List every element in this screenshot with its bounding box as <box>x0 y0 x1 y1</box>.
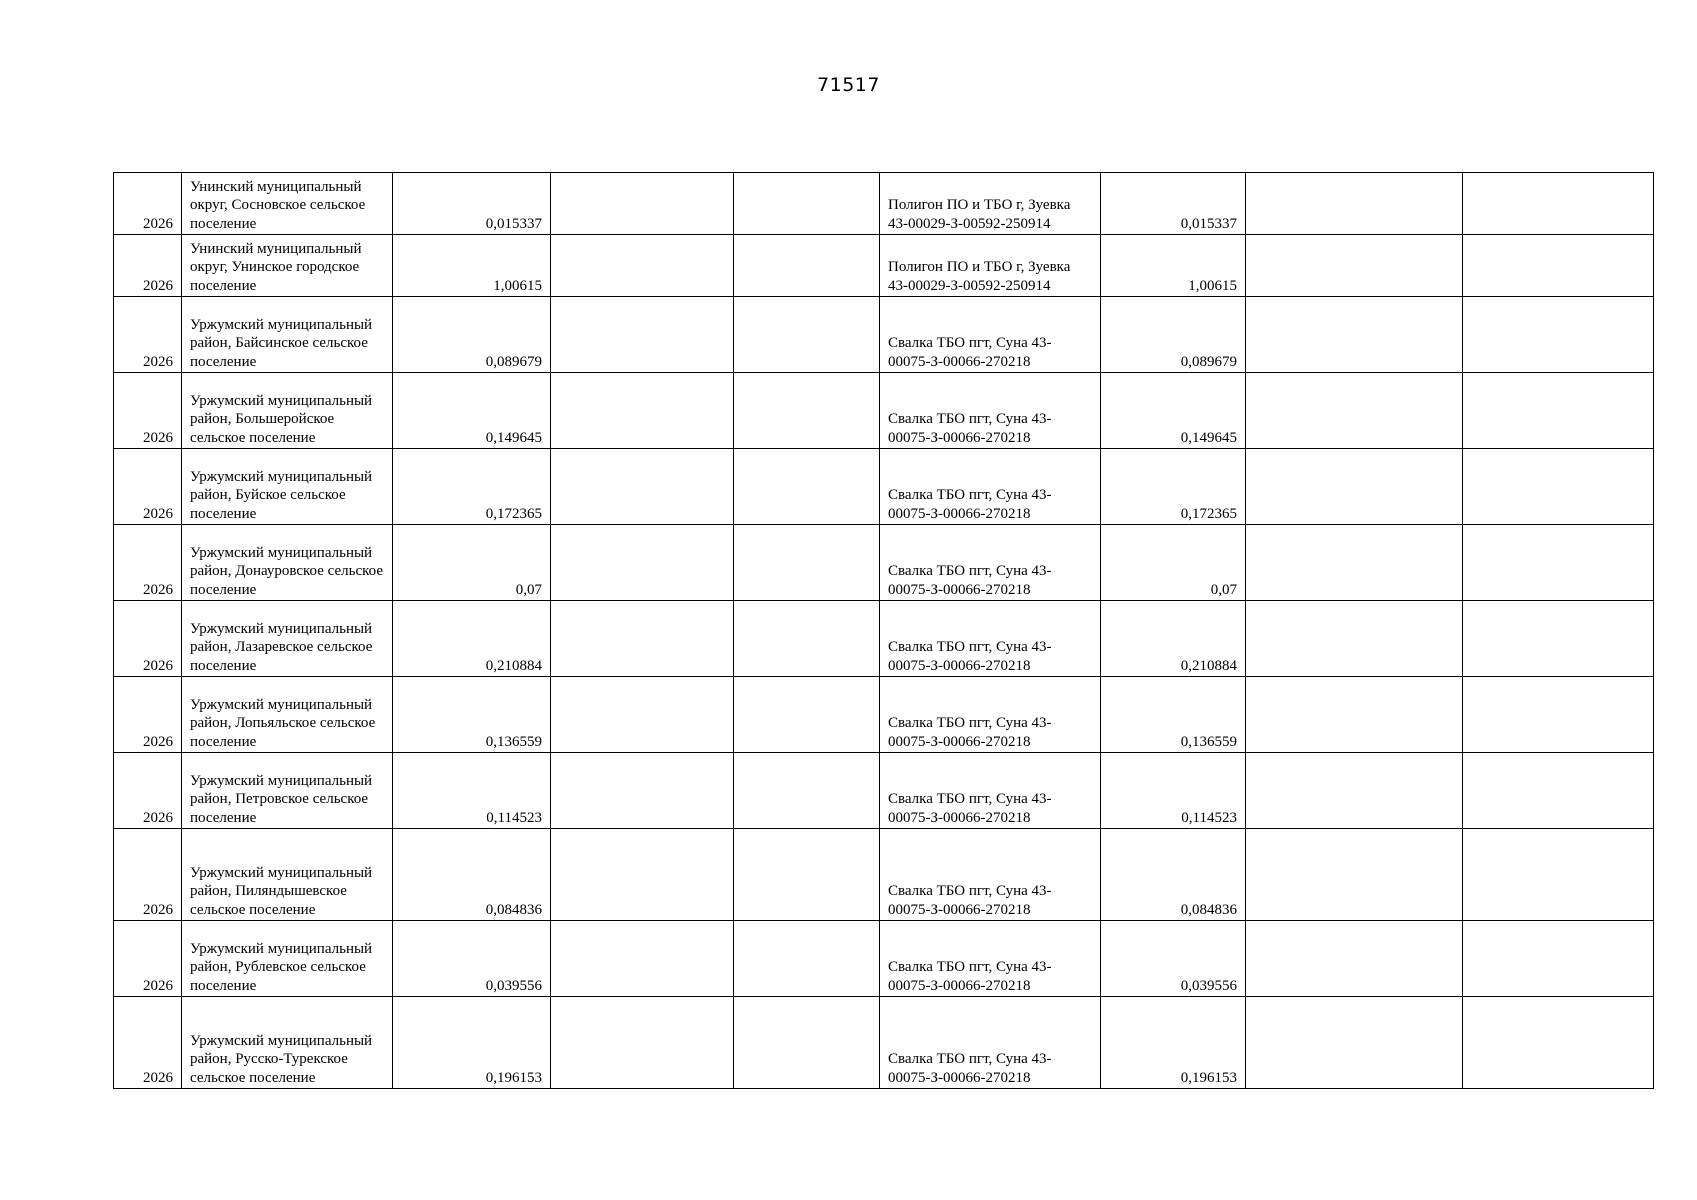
empty-cell <box>551 997 734 1089</box>
table-row <box>114 921 1654 997</box>
empty-cell <box>734 525 880 601</box>
volume-cell: 0,136559 <box>393 677 551 753</box>
area-cell: Уржумский муниципальный район, Русско-Турекское сельское поселение <box>182 997 393 1089</box>
volume-cell: 0,084836 <box>393 829 551 921</box>
page-number: 71517 <box>817 74 880 96</box>
empty-cell <box>1246 921 1463 997</box>
volume-cell: 0,114523 <box>393 753 551 829</box>
facility-volume-cell: 0,015337 <box>1101 173 1246 235</box>
area-cell: Уржумский муниципальный район, Рублевское сельское поселение <box>182 921 393 997</box>
empty-cell <box>734 921 880 997</box>
facility-volume-cell: 0,172365 <box>1101 449 1246 525</box>
table-body <box>114 173 1654 1089</box>
table-row <box>114 373 1654 449</box>
facility-volume-cell: 1,00615 <box>1101 235 1246 297</box>
empty-cell <box>734 829 880 921</box>
volume-cell: 0,089679 <box>393 297 551 373</box>
facility-volume-cell: 0,149645 <box>1101 373 1246 449</box>
empty-cell <box>1246 173 1463 235</box>
empty-cell <box>551 373 734 449</box>
facility-cell: Свалка ТБО пгт, Суна 43-00075-З-00066-270218 <box>880 677 1101 753</box>
year-cell: 2026 <box>114 601 182 677</box>
facility-cell: Свалка ТБО пгт, Суна 43-00075-З-00066-270218 <box>880 525 1101 601</box>
table-row <box>114 601 1654 677</box>
year-cell: 2026 <box>114 235 182 297</box>
area-cell: Уржумский муниципальный район, Лопьяльское сельское поселение <box>182 677 393 753</box>
year-cell: 2026 <box>114 921 182 997</box>
empty-cell <box>734 235 880 297</box>
facility-volume-cell: 0,084836 <box>1101 829 1246 921</box>
empty-cell <box>734 173 880 235</box>
empty-cell <box>551 753 734 829</box>
facility-volume-cell: 0,089679 <box>1101 297 1246 373</box>
area-cell: Унинский муниципальный округ, Сосновское сельское поселение <box>182 173 393 235</box>
empty-cell <box>551 601 734 677</box>
volume-cell: 0,039556 <box>393 921 551 997</box>
empty-cell <box>1246 601 1463 677</box>
empty-cell <box>1246 997 1463 1089</box>
table-row <box>114 173 1654 235</box>
facility-cell: Свалка ТБО пгт, Суна 43-00075-З-00066-270218 <box>880 297 1101 373</box>
empty-cell <box>551 921 734 997</box>
empty-cell <box>1246 373 1463 449</box>
year-cell: 2026 <box>114 297 182 373</box>
empty-cell <box>734 997 880 1089</box>
year-cell: 2026 <box>114 677 182 753</box>
year-cell: 2026 <box>114 829 182 921</box>
area-cell: Унинский муниципальный округ, Унинское городское поселение <box>182 235 393 297</box>
year-cell: 2026 <box>114 173 182 235</box>
facility-cell: Свалка ТБО пгт, Суна 43-00075-З-00066-270218 <box>880 601 1101 677</box>
empty-cell <box>1246 449 1463 525</box>
volume-cell: 0,196153 <box>393 997 551 1089</box>
facility-cell: Свалка ТБО пгт, Суна 43-00075-З-00066-270218 <box>880 753 1101 829</box>
empty-cell <box>551 525 734 601</box>
facility-cell: Свалка ТБО пгт, Суна 43-00075-З-00066-270218 <box>880 921 1101 997</box>
empty-cell <box>1463 173 1654 235</box>
year-cell: 2026 <box>114 997 182 1089</box>
table-row <box>114 753 1654 829</box>
empty-cell <box>1463 235 1654 297</box>
empty-cell <box>551 235 734 297</box>
year-cell: 2026 <box>114 449 182 525</box>
empty-cell <box>1463 297 1654 373</box>
empty-cell <box>551 297 734 373</box>
area-cell: Уржумский муниципальный район, Пиляндышевское сельское поселение <box>182 829 393 921</box>
facility-cell: Свалка ТБО пгт, Суна 43-00075-З-00066-270218 <box>880 373 1101 449</box>
empty-cell <box>551 829 734 921</box>
area-cell: Уржумский муниципальный район, Донауровское сельское поселение <box>182 525 393 601</box>
table-row <box>114 677 1654 753</box>
empty-cell <box>1463 449 1654 525</box>
empty-cell <box>1463 677 1654 753</box>
year-cell: 2026 <box>114 373 182 449</box>
empty-cell <box>1246 297 1463 373</box>
empty-cell <box>1463 601 1654 677</box>
area-cell: Уржумский муниципальный район, Петровское сельское поселение <box>182 753 393 829</box>
empty-cell <box>1463 921 1654 997</box>
facility-volume-cell: 0,039556 <box>1101 921 1246 997</box>
empty-cell <box>1463 753 1654 829</box>
area-cell: Уржумский муниципальный район, Буйское сельское поселение <box>182 449 393 525</box>
table-row <box>114 449 1654 525</box>
waste-flow-table <box>113 172 1654 1089</box>
empty-cell <box>734 297 880 373</box>
year-cell: 2026 <box>114 753 182 829</box>
empty-cell <box>1246 235 1463 297</box>
facility-volume-cell: 0,07 <box>1101 525 1246 601</box>
empty-cell <box>1463 997 1654 1089</box>
empty-cell <box>734 601 880 677</box>
empty-cell <box>551 173 734 235</box>
facility-cell: Полигон ПО и ТБО г, Зуевка 43-00029-З-00592-250914 <box>880 173 1101 235</box>
area-cell: Уржумский муниципальный район, Байсинское сельское поселение <box>182 297 393 373</box>
facility-cell: Полигон ПО и ТБО г, Зуевка 43-00029-З-00592-250914 <box>880 235 1101 297</box>
table-row <box>114 235 1654 297</box>
volume-cell: 1,00615 <box>393 235 551 297</box>
facility-volume-cell: 0,210884 <box>1101 601 1246 677</box>
year-cell: 2026 <box>114 525 182 601</box>
volume-cell: 0,015337 <box>393 173 551 235</box>
empty-cell <box>551 449 734 525</box>
empty-cell <box>734 449 880 525</box>
facility-cell: Свалка ТБО пгт, Суна 43-00075-З-00066-270218 <box>880 997 1101 1089</box>
volume-cell: 0,172365 <box>393 449 551 525</box>
empty-cell <box>734 753 880 829</box>
volume-cell: 0,07 <box>393 525 551 601</box>
empty-cell <box>734 677 880 753</box>
area-cell: Уржумский муниципальный район, Лазаревское сельское поселение <box>182 601 393 677</box>
facility-cell: Свалка ТБО пгт, Суна 43-00075-З-00066-270218 <box>880 449 1101 525</box>
table-row <box>114 997 1654 1089</box>
area-cell: Уржумский муниципальный район, Большеройское сельское поселение <box>182 373 393 449</box>
empty-cell <box>734 373 880 449</box>
empty-cell <box>1246 525 1463 601</box>
volume-cell: 0,210884 <box>393 601 551 677</box>
volume-cell: 0,149645 <box>393 373 551 449</box>
facility-volume-cell: 0,114523 <box>1101 753 1246 829</box>
empty-cell <box>551 677 734 753</box>
table-row <box>114 525 1654 601</box>
empty-cell <box>1246 829 1463 921</box>
facility-volume-cell: 0,196153 <box>1101 997 1246 1089</box>
facility-volume-cell: 0,136559 <box>1101 677 1246 753</box>
table-row <box>114 297 1654 373</box>
empty-cell <box>1463 373 1654 449</box>
empty-cell <box>1246 753 1463 829</box>
facility-cell: Свалка ТБО пгт, Суна 43-00075-З-00066-270218 <box>880 829 1101 921</box>
empty-cell <box>1463 525 1654 601</box>
table-row <box>114 829 1654 921</box>
empty-cell <box>1463 829 1654 921</box>
empty-cell <box>1246 677 1463 753</box>
